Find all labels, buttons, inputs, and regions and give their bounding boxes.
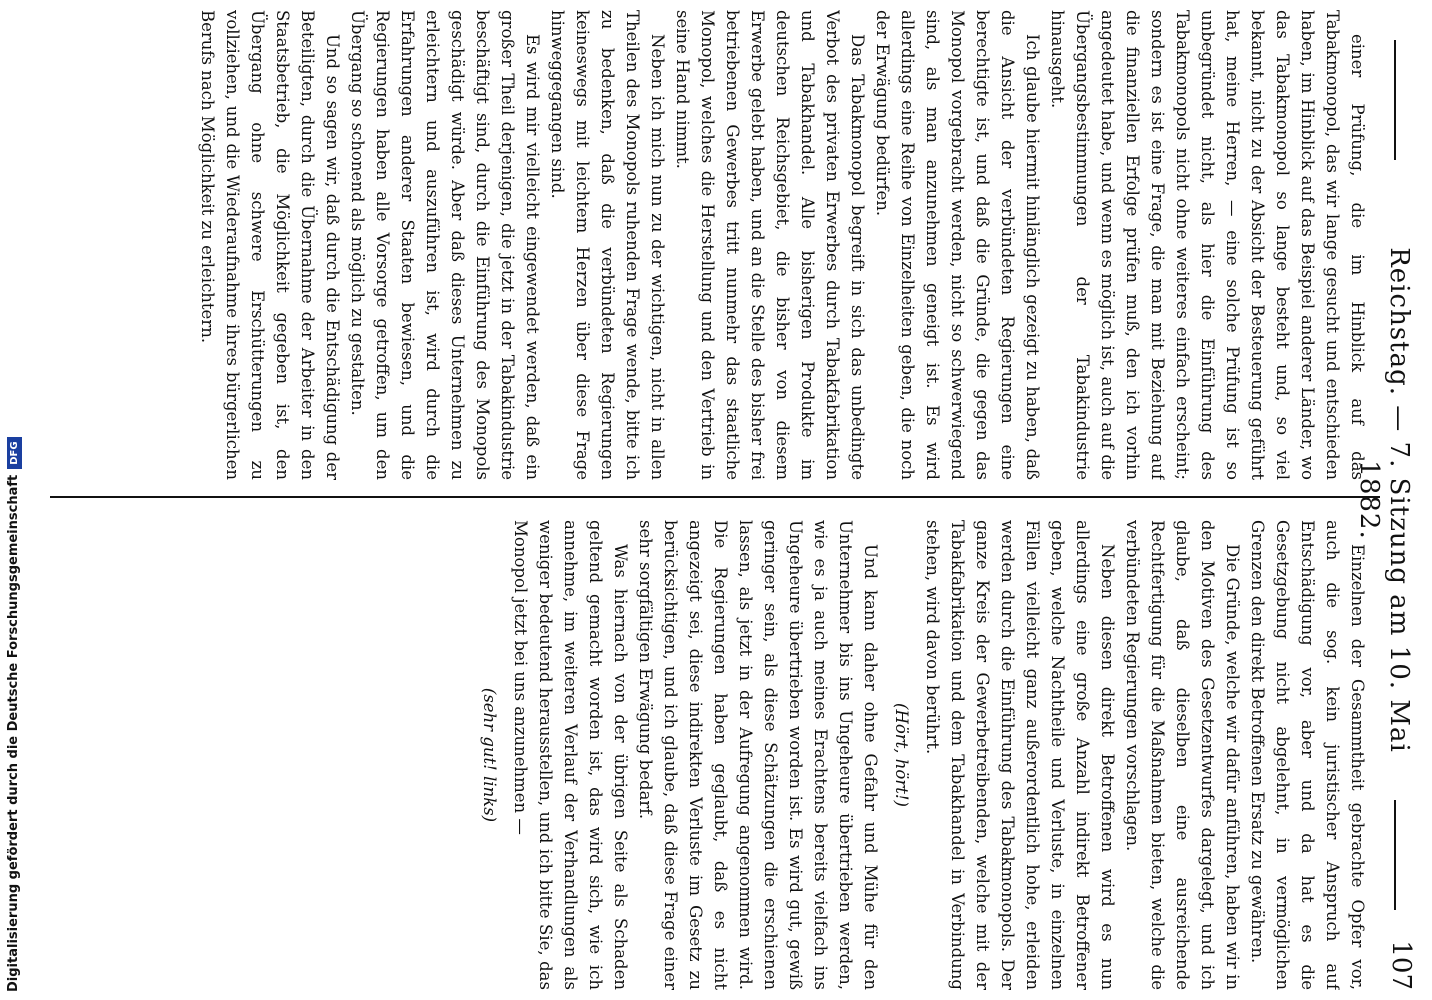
paragraph: Ich glaube hiermit hinlänglich gezeigt zu haben, daß die Ansicht der verbündeten Regierungen eine berechtigte ist, und daß die Gründe, die gegen das Monopol vorgebracht werden, nicht so schwerwiegend sind, als man anzunehmen geneigt ist. Es wird allerdings eine Reihe von Einzelheiten geben, die noch der Erwägung bedürfen. [873,10,1042,480]
interjection: (Hört, hört!) [892,703,911,807]
header-rule-right [1394,800,1396,910]
paragraph: Einzelnen der Gesammtheit gebrachte Opfer vor, auch die sog. kein juristischer Anspruch auf Entschädigung vor, aber und da hat es die Gesetzgebung nicht abgelehnt, in vermöglichen Grenzen den direkt Betroffenen Ersatz zu gewähren. [1248,520,1367,990]
credit-text: Digitalisierung gefördert durch die Deutsche Forschungsgemeinschaft [6,474,21,992]
left-column [50,10,1370,480]
credit-strip [0,0,30,1000]
paragraph: Neben diesen direkt Betroffenen wird es nun allerdings eine große Anzahl indirekt Betroffener geben, welche Nachtheile und Verluste, in einzelnen Fällen vielleicht ganz außerordentlich hohe, erleiden werden durch die Einführung des Tabakmonopols. Der ganze Kreis der Gewerbetreibenden, welche mit der Tabakfabrikation und dem Tabakhandel in Verbindung stehen, wird davon berührt. [923,520,1117,990]
right-column [50,520,1370,990]
paragraph: Die Gründe, welche wir dafür anführen, haben wir in den Motiven des Gesetzentwurfes dargelegt, und ich glaube, daß dieselben eine ausreichende Rechtfertigung für die Maßnahmen bieten, welche die verbündeten Regierungen vorschlagen. [1123,520,1242,990]
paragraph: Es wird mir vielleicht eingewendet werden, daß ein großer Theil derjenigen, die jetzt in der Tabakindustrie beschäftigt sind, durch die Einführung des Monopols geschädigt würde. Aber daß dieses Unternehmen zu erleichtern und auszuführen ist, wird durch die Erfahrungen anderer Staaten bewiesen, und die Regierungen haben alle Vorsorge getroffen, um den Übergang so schonend als möglich zu gestalten. [348,10,542,480]
dfg-logo: DFG [7,437,22,468]
rotated-document [30,0,1430,1000]
page-title: Reichstag. — 7. Sitzung am 10. Mai 1882. [1354,247,1414,753]
paragraph: einer Prüfung, die im Hinblick auf das Tabakmonopol, das wir lange gesucht und entschieden haben, im Hinblick auf das Beispiel anderer Länder, wo das Tabakmonopol so lange besteht und, so viel bekannt, nicht zu der Absicht der Besteuerung geführt hat, meine Herren, — eine solche Prüfung ist so unbegründet nicht, als hier die Einführung des Tabakmonopols nicht ohne weiteres einfach erscheint; sondern es ist eine Frage, die man mit Beziehung auf die finanziellen Erfolge prüfen muß, den ich vorhin angedeutet habe, und wenn es möglich ist, auch auf die Übergangsbestimmungen der Tabakindustrie hinausgeht. [1048,10,1367,480]
header-rule-left [1394,40,1396,160]
paragraph: Das Tabakmonopol begreift in sich das unbedingte Verbot des privaten Erwerbes durch Tabakfabrikation und Tabakhandel. Alle bisherigen Produkte im deutschen Reichsgebiet, die bisher von diesem Erwerbe gelebt haben, und an die Stelle des bisher frei betriebenen Gewerbes tritt nunmehr das staatliche Monopol, welches die Herstellung und den Vertrieb in seine Hand nimmt. [673,10,867,480]
page-number: 107 [1386,940,1416,990]
credit-text-block [6,437,22,992]
paragraph: Und kann daher ohne Gefahr und Mühe für den Unternehmer bis ins Ungeheure übertrieben werden, wie es ja auch meines Erachtens bereits vielfach ins Ungeheure übertrieben worden ist. Es wird gut, gewiß geringer sein, als diese Schätzungen die erschienen lassen, als jetzt in der Aufregung angenommen wird. Die Regierungen haben geglaubt, daß es nicht angezeigt sei, diese indirekten Verluste im Gesetz zu berücksichtigen, und ich glaube, daß diese Frage einer sehr sorgfältigen Erwägung bedarf. [636,520,880,990]
interjection: (sehr gut! links) [480,687,499,823]
column-divider [50,496,1380,498]
paragraph: Und so sagen wir, daß durch die Entschädigung der Beteiligten, durch die Übernahme der Arbeiter in den Staatsbetrieb, die Möglichkeit gegeben ist, den Übergang ohne schwere Erschütterungen zu vollziehen, und die Wiederaufnahme ihres bürgerlichen Berufs nach Möglichkeit zu erleichtern. [198,10,342,480]
paragraph: Neben ich mich nun zu der wichtigen, nicht in allen Theilen des Monopols ruhenden Frage wende, bitte ich zu bedenken, daß die verbündeten Regierungen keineswegs mit leichtem Herzen über diese Frage hinweggegangen sind. [548,10,667,480]
page-header [1354,0,1420,1000]
paragraph: Was hiernach von der übrigen Seite als Schaden geltend gemacht worden ist, das wird sich, wie ich annehme, im weiteren Verlauf der Verhandlungen als weniger bedeutend herausstellen, und ich bitte Sie, das Monopol jetzt bei uns anzunehmen — [511,520,630,990]
